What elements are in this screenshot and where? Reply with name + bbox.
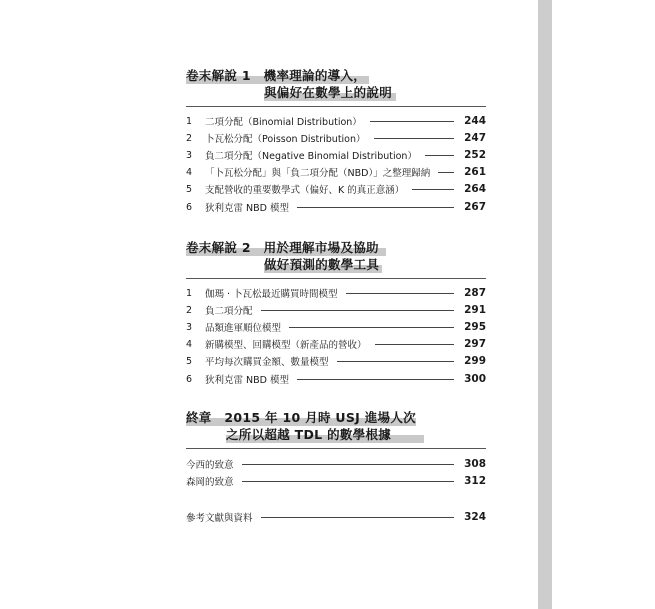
entry-page: 312 [464,475,486,487]
entry-number: 3 [186,321,193,333]
section-2-heading [186,238,486,276]
entry-page: 297 [464,338,486,350]
toc-entry[interactable] [186,456,486,472]
leader-line [346,293,454,294]
entry-number: 6 [186,201,193,213]
section-heading-line1: 卷末解說 1 機率理論的導入， [186,68,367,83]
entry-page: 247 [464,132,486,144]
section-heading-line2: 之所以超越 TDL 的數學根據 [226,427,392,442]
entry-title: 「卜瓦松分配」與「負二項分配（NBD）」之整理歸納 [205,168,431,179]
leader-line [297,379,454,380]
entry-number: 6 [186,373,193,385]
leader-line [374,138,454,139]
leader-line [289,327,454,328]
section-divider [186,278,486,279]
final-chapter-heading [186,408,486,446]
entry-number: 3 [186,149,193,161]
entry-number: 1 [186,115,193,127]
entry-title: 新購模型、回購模型（新產品的營收） [205,340,367,351]
leader-line [261,517,454,518]
entry-page: 261 [464,166,486,178]
toc-entry[interactable] [186,164,486,180]
entry-number: 4 [186,338,193,350]
entry-page: 295 [464,321,486,333]
entry-title: 狄利克雷 NBD 模型 [205,375,289,386]
entry-page: 308 [464,458,486,470]
entry-number: 5 [186,355,193,367]
entry-page: 324 [464,511,486,523]
entry-title: 負二項分配 [205,306,253,317]
page-edge [538,0,655,609]
leader-line [242,464,454,465]
toc-entry-references[interactable] [186,509,486,525]
leader-line [438,172,454,173]
page-margin [552,0,655,609]
entry-title: 狄利克雷 NBD 模型 [205,203,289,214]
toc-entry[interactable] [186,181,486,197]
entry-title: 負二項分配（Negative Binomial Distribution） [205,151,417,162]
section-heading-line1: 終章 2015 年 10 月時 USJ 進場人次 [186,410,416,425]
entry-page: 267 [464,201,486,213]
entry-number: 2 [186,132,193,144]
entry-page: 299 [464,355,486,367]
toc-entry[interactable] [186,473,486,489]
toc-entry[interactable] [186,371,486,387]
toc-entry[interactable] [186,285,486,301]
leader-line [261,310,454,311]
entry-number: 4 [186,166,193,178]
section-heading-line2: 做好預測的數學工具 [264,257,380,272]
entry-page: 252 [464,149,486,161]
entry-page: 287 [464,287,486,299]
section-heading-line1: 卷末解說 2 用於理解市場及協助 [186,240,379,255]
section-divider [186,106,486,107]
toc-entry[interactable] [186,353,486,369]
toc-entry[interactable] [186,199,486,215]
entry-number: 2 [186,304,193,316]
leader-line [297,207,454,208]
leader-line [337,361,454,362]
entry-title: 森岡的致意 [186,477,234,488]
entry-title: 卜瓦松分配（Poisson Distribution） [205,134,366,145]
entry-title: 品類進軍順位模型 [205,323,282,334]
section-heading-line2: 與偏好在數學上的說明 [264,85,393,100]
entry-number: 1 [186,287,193,299]
entry-page: 244 [464,115,486,127]
page-edge-shadow [538,0,552,609]
leader-line [242,481,454,482]
entry-title: 參考文獻與資料 [186,513,253,524]
section-divider [186,448,486,449]
leader-line [412,189,454,190]
entry-title: 支配營收的重要數學式（偏好、K 的真正意涵） [205,185,405,196]
entry-title: 伽瑪 ‧ 卜瓦松最近購買時間模型 [205,289,338,300]
toc-entry[interactable] [186,130,486,146]
toc-entry[interactable] [186,302,486,318]
entry-number: 5 [186,183,193,195]
toc-entry[interactable] [186,319,486,335]
section-1-heading [186,66,486,104]
entry-title: 平均每次購買金額、數量模型 [205,357,329,368]
leader-line [375,344,454,345]
entry-title: 今西的致意 [186,460,234,471]
entry-page: 291 [464,304,486,316]
entry-title: 二項分配（Binomial Distribution） [205,117,362,128]
toc-entry[interactable] [186,336,486,352]
leader-line [370,121,454,122]
entry-page: 264 [464,183,486,195]
leader-line [425,155,454,156]
entry-page: 300 [464,373,486,385]
toc-entry[interactable] [186,113,486,129]
toc-entry[interactable] [186,147,486,163]
